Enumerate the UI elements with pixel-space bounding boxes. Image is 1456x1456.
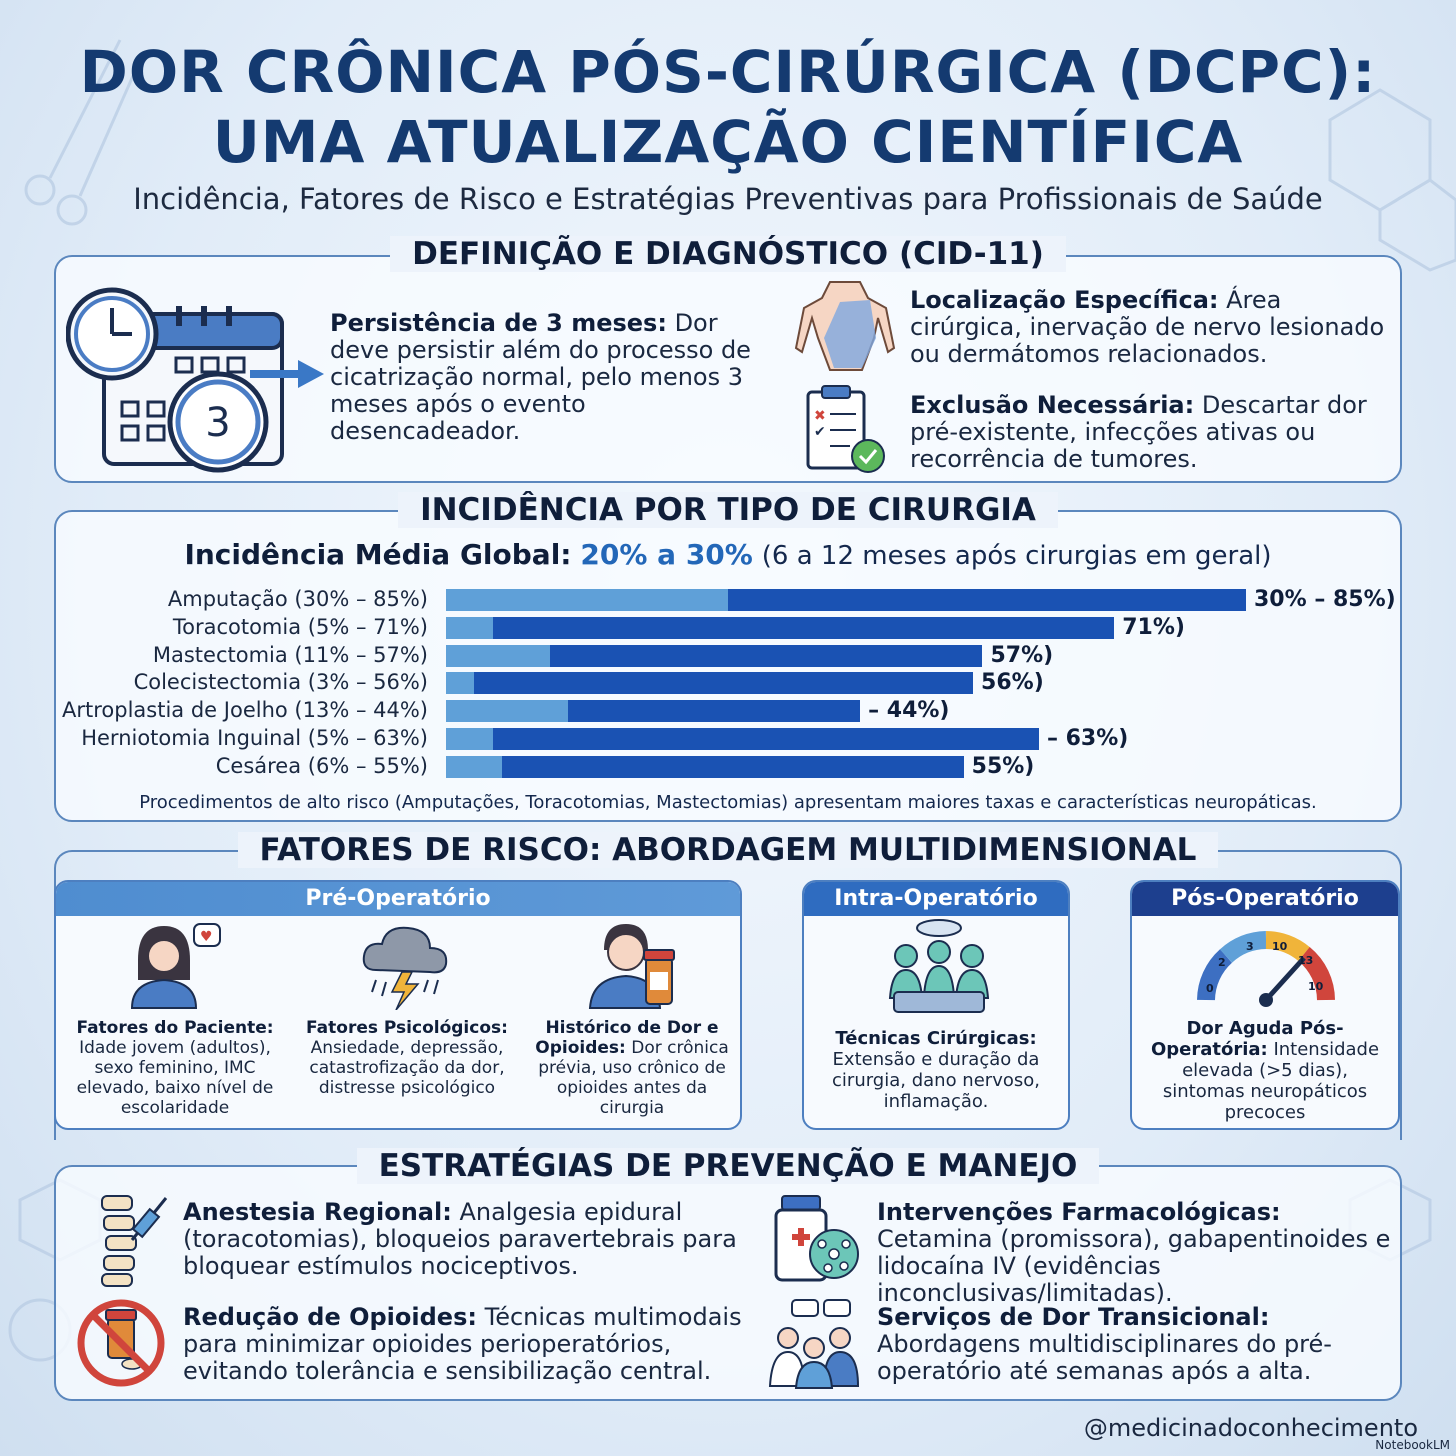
svg-text:✖: ✖ [814, 408, 826, 424]
surgical-team-icon [884, 918, 994, 1018]
definition-section-title: DEFINIÇÃO E DIAGNÓSTICO (CID-11) [0, 236, 1456, 272]
bar-label: Toracotomia (5% – 71%) [172, 614, 428, 639]
bar-value-label: 56%) [981, 670, 1044, 696]
gauge-tick-13: 13 [1298, 954, 1314, 967]
body-torso-icon [790, 278, 900, 373]
care-team-icon [766, 1298, 862, 1390]
bar-value-label: 71%) [1122, 614, 1185, 640]
global-incidence: Incidência Média Global: 20% a 30% (6 a 12 meses após cirurgias em geral) [184, 538, 1272, 571]
bar-value-label: – 63%) [1046, 726, 1129, 751]
bar-value-label: 30% – 85%) [1254, 587, 1396, 612]
spine-syringe-icon [88, 1190, 174, 1290]
medicine-bottle-molecule-icon [772, 1192, 862, 1286]
main-title-line1: DOR CRÔNICA PÓS-CIRÚRGICA (DCPC): [79, 38, 1377, 106]
bar-range [728, 589, 1246, 611]
risk-section-title: FATORES DE RISCO: ABORDAGEM MULTIDIMENSIONAL [0, 832, 1456, 868]
persistence-text: Persistência de 3 meses: Dor deve persistir além do processo de cicatrização normal, pelo menos 3 meses após o evento desencadeador. [330, 309, 751, 445]
gauge-tick-0: 0 [1206, 982, 1214, 995]
author-handle: @medicinadoconhecimento [1083, 1414, 1418, 1442]
pharmacological-text: Intervenções Farmacológicas: Cetamina (promissora), gabapentinoides e lidocaína IV (evidências inconclusivas/limitadas). [877, 1198, 1391, 1307]
bar-range [550, 645, 983, 667]
bar-label: Colecistectomia (3% – 56%) [133, 670, 428, 695]
location-text: Localização Específica: Área cirúrgica, inervação de nervo lesionado ou dermátomos relacionados. [910, 286, 1385, 368]
incidence-footnote: Procedimentos de alto risco (Amputações, Toracotomias, Mastectomias) apresentam maiores taxas e características neuropáticas. [139, 792, 1317, 813]
pain-gauge-icon [1196, 928, 1336, 1012]
gauge-tick-10a: 10 [1272, 940, 1288, 953]
patient-factors-text: Fatores do Paciente: Idade jovem (adultos), sexo feminino, IMC elevado, baixo nível de escolaridade [76, 1018, 274, 1118]
opioid-reduction-text: Redução de Opioides: Técnicas multimodais para minimizar opioides perioperatórios, evitando tolerância e sensibilização central. [183, 1303, 742, 1385]
clipboard-check-icon [800, 382, 890, 474]
bar-value-label: 57%) [990, 642, 1054, 668]
gauge-tick-10b: 10 [1308, 980, 1324, 993]
bar-label: Herniotomia Inguinal (5% – 63%) [81, 726, 428, 750]
gauge-tick-3: 3 [1246, 940, 1254, 953]
exclusion-text: Exclusão Necessária: Descartar dor pré-existente, infecções ativas ou recorrência de tumores. [910, 391, 1367, 473]
calendar-number: 3 [205, 400, 231, 446]
bar-value-label: 55%) [971, 753, 1035, 779]
gauge-tick-2: 2 [1218, 956, 1226, 969]
notebooklm-brand: NotebookLM [1375, 1438, 1450, 1452]
patient-icon [124, 920, 224, 1010]
pre-operative-heading: Pré-Operatório [56, 882, 740, 916]
bar-label: Mastectomia (11% – 57%) [152, 642, 428, 667]
incidence-section-title: INCIDÊNCIA POR TIPO DE CIRURGIA [0, 492, 1456, 528]
bar-value-label: – 44%) [868, 698, 950, 724]
storm-cloud-icon [356, 920, 456, 1010]
bar-range [474, 672, 973, 694]
svg-text:♥: ♥ [200, 929, 213, 945]
prevention-section-title: ESTRATÉGIAS DE PREVENÇÃO E MANEJO [0, 1148, 1456, 1184]
bar-label: Cesárea (6% – 55%) [215, 753, 428, 778]
main-title-line2: UMA ATUALIZAÇÃO CIENTÍFICA [212, 108, 1244, 176]
regional-anesthesia-text: Anestesia Regional: Analgesia epidural (toracotomias), bloqueios paravertebrais para bloquear estímulos nociceptivos. [183, 1198, 737, 1280]
transitional-pain-text: Serviços de Dor Transicional: Abordagens multidisciplinares do pré-operatório até semanas após a alta. [877, 1303, 1332, 1385]
arrow-right-icon [250, 358, 325, 390]
man-with-medication-icon [584, 920, 684, 1010]
intra-operative-heading: Intra-Operatório [804, 882, 1068, 916]
history-factors-text: Histórico de Dor e Opioides: Dor crônica prévia, uso crônico de opioides antes da cirurgia [535, 1018, 729, 1118]
psychological-factors-text: Fatores Psicológicos: Ansiedade, depressão, catastrofização da dor, distresse psicológico [306, 1018, 508, 1098]
bar-label: Amputação (30% – 85%) [167, 587, 428, 611]
bar-range [493, 617, 1114, 639]
surgical-techniques-text: Técnicas Cirúrgicas: Extensão e duração da cirurgia, dano nervoso, inflamação. [832, 1028, 1040, 1112]
no-opioids-icon [76, 1298, 166, 1388]
bar-label: Artroplastia de Joelho (13% – 44%) [62, 698, 428, 723]
bar-range [493, 728, 1039, 750]
bar-range [502, 756, 963, 778]
subtitle: Incidência, Fatores de Risco e Estratégias Preventivas para Profissionais de Saúde [133, 182, 1323, 216]
acute-pain-text: Dor Aguda Pós-Operatória: Intensidade elevada (>5 dias), sintomas neuropáticos precoces [1150, 1018, 1380, 1123]
bar-range [568, 700, 860, 722]
svg-text:✔: ✔ [814, 424, 826, 440]
post-operative-heading: Pós-Operatório [1132, 882, 1398, 916]
